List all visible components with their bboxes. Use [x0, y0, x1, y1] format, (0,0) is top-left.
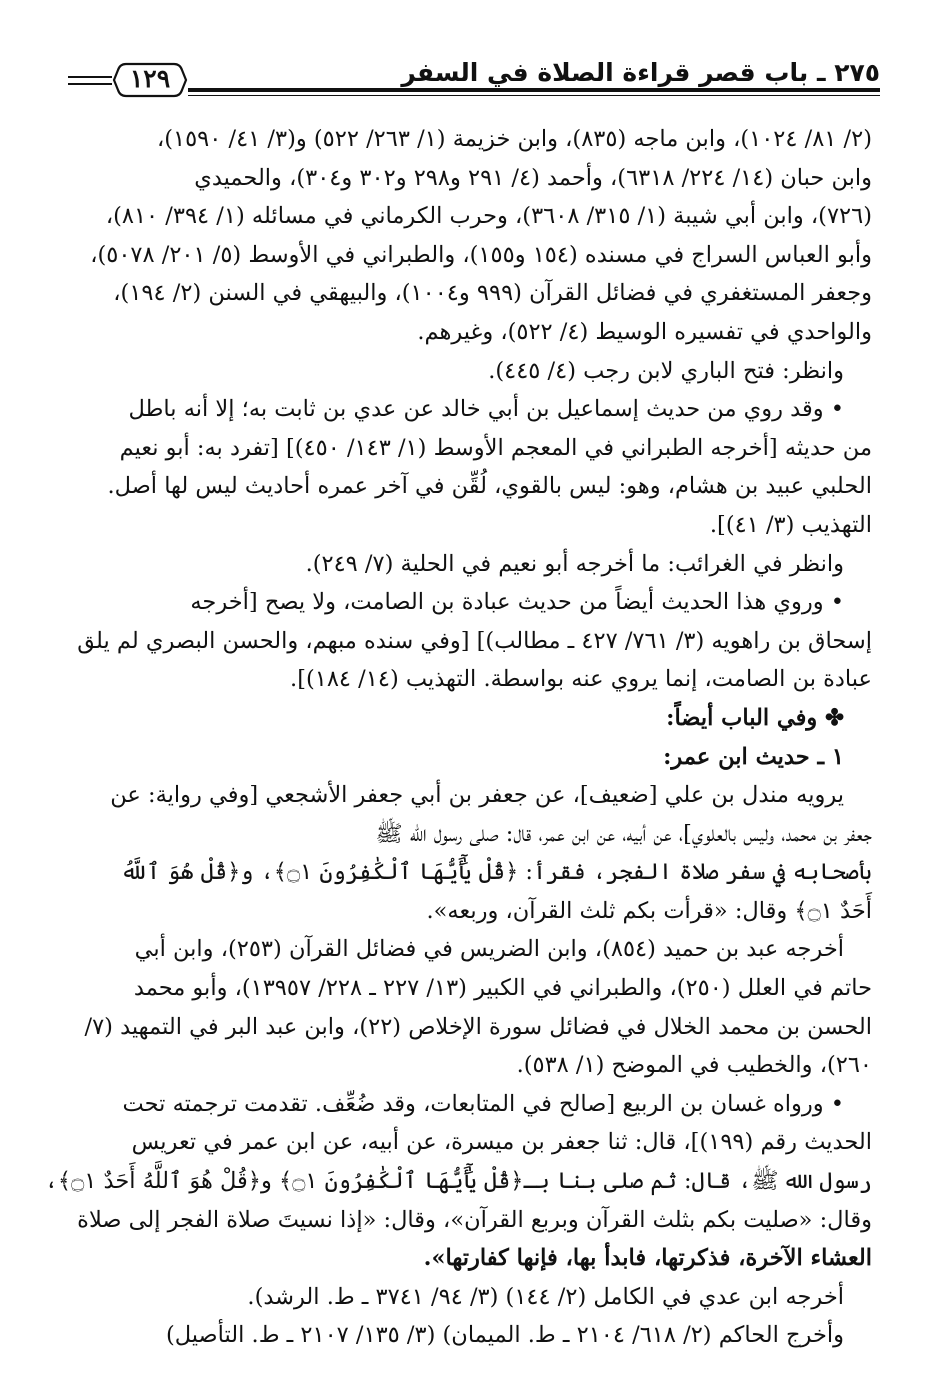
text-line: (٢/ ٨١/ ١٠٢٤)، وابن ماجه (٨٣٥)، وابن خزيمة (١/ ٢٦٣/ ٥٢٢) و(٣/ ٤١/ ١٥٩٠)،: [156, 126, 872, 152]
text-line: وجعفر المستغفري في فضائل القرآن (٩٩٩ و١٠٠٤)، والبيهقي في السنن (٢/ ١٩٤)،: [113, 280, 872, 307]
header-rule-thin: [188, 95, 880, 96]
page-header: [68, 50, 880, 110]
text-line: الحديث رقم (١٩٩)]، قال: ثنا جعفر بن ميسرة، عن أبيه، عن ابن عمر في تعريس: [131, 1129, 872, 1156]
header-rule-left: [68, 76, 112, 78]
text-line: التهذيب (٣/ ٤١)].: [709, 511, 872, 538]
text-line: حاتم في العلل (٢٥٠)، والطبراني في الكبير (١٣/ ٢٢٧ ـ ٢٢٨/ ١٣٩٥٧)، وأبو محمد: [133, 975, 872, 1002]
text-line: وانظر في الغرائب: ما أخرجه أبو نعيم في الحلية (٧/ ٢٤٩).: [305, 550, 844, 577]
text-line: رسول الله ﷺ، قال: ثم صلى بنا بـ﴿قُلْ يَٰٓأَيُّهَا ٱلْكَٰفِرُونَ ۝١﴾ و﴿قُلْ هُوَ ٱللَّهُ أَحَدٌ ۝١﴾،: [44, 1168, 872, 1195]
text-line: • ورواه غسان بن الربيع [صالح في المتابعات، وقد ضُعِّف. تقدمت ترجمته تحت: [122, 1090, 844, 1117]
header-rule: [188, 88, 880, 92]
text-line: بأصحابه في سفر صلاة الفجر، فقرأ: ﴿قُلْ يَٰٓأَيُّهَا ٱلْكَٰفِرُونَ ۝١﴾، و﴿قُلْ هُوَ ٱللَّهُ: [120, 859, 872, 886]
text-line: أخرجه عبد بن حميد (٨٥٤)، وابن الضريس في فضائل القرآن (٢٥٣)، وابن أبي: [134, 936, 844, 963]
text-line: يرويه مندل بن علي [ضعيف]، عن جعفر بن أبي جعفر الأشجعي [وفي رواية: عن: [110, 782, 844, 809]
page-number: ١٢٩: [129, 64, 171, 93]
text-line: والواحدي في تفسيره الوسيط (٤/ ٥٢٢)، وغيرهم.: [417, 318, 872, 345]
text-line: وابن حبان (١٤/ ٢٢٤/ ٦٣١٨)، وأحمد (٤/ ٢٩١ و٢٩٨ و٣٠٢ و٣٠٤)، والحميدي: [194, 164, 872, 191]
text-line: وأبو العباس السراج في مسنده (١٥٤ و١٥٥)، والطبراني في الأوسط (٥/ ٢٠١/ ٥٠٧٨)،: [90, 241, 872, 268]
body-text: [44, 120, 872, 1355]
section-heading: ✤ وفي الباب أيضاً:: [666, 704, 844, 731]
text-line: جعفر بن محمد، وليس بالعلوي]، عن أبيه، عن ابن عمر، قال: صلى رسول الله ﷺ: [375, 820, 872, 847]
text-line: أَحَدٌ ۝١﴾ وقال: «قرأت بكم ثلث القرآن، وربعه».: [426, 897, 872, 924]
text-line: (٧٢٦)، وابن أبي شيبة (١/ ٣١٥/ ٣٦٠٨)، وحرب الكرماني في مسائله (١/ ٣٩٤/ ٨١٠)،: [105, 203, 872, 230]
text-line: إسحاق بن راهويه (٣/ ٧٦١/ ٤٢٧ ـ مطالب)] [وفي سنده مبهم، والحسن البصري لم يلق: [77, 627, 872, 654]
text-line: وقال: «صليت بكم بثلث القرآن وبربع القرآن»، وقال: «إذا نسيتَ صلاة الفجر إلى صلاة: [77, 1206, 872, 1233]
page-number-badge: [112, 60, 188, 100]
text-line: من حديثه [أخرجه الطبراني في المعجم الأوسط (١/ ١٤٣/ ٤٥٠)] [تفرد به: أبو نعيم: [119, 434, 872, 461]
text-line: ٢٦٠)، والخطيب في الموضح (١/ ٥٣٨).: [516, 1052, 872, 1079]
text-line: الحلبي عبيد بن هشام، وهو: ليس بالقوي، لُقِّن في آخر عمره أحاديث ليس لها أصل.: [107, 473, 872, 500]
text-line: عبادة بن الصامت، إنما يروي عنه بواسطة. التهذيب (١٤/ ١٨٤)].: [290, 666, 872, 693]
text-line: • وقد روي من حديث إسماعيل بن أبي خالد عن عدي بن ثابت به؛ إلا أنه باطل: [128, 396, 844, 423]
text-line: وأخرج الحاكم (٢/ ٦١٨/ ٢١٠٤ ـ ط. الميمان) (٣/ ١٣٥/ ٢١٠٧ ـ ط. التأصيل): [165, 1322, 844, 1349]
text-line: العشاء الآخرة، فذكرتها، فابدأ بها، فإنها كفارتها».: [423, 1245, 872, 1272]
subsection-heading: ١ ـ حديث ابن عمر:: [663, 743, 844, 770]
text-line: أخرجه ابن عدي في الكامل (٢/ ١٤٤) (٣/ ٩٤/ ٣٧٤١ ـ ط. الرشد).: [247, 1283, 844, 1310]
chapter-title: ٢٧٥ ـ باب قصر قراءة الصلاة في السفر: [401, 58, 880, 87]
text-line: الحسن بن محمد الخلال في فضائل سورة الإخلاص (٢٢)، وابن عبد البر في التمهيد (٧/: [84, 1013, 872, 1040]
text-line: وانظر: فتح الباري لابن رجب (٤/ ٤٤٥).: [488, 357, 844, 384]
header-rule-left-lower: [68, 83, 112, 85]
text-line: • وروي هذا الحديث أيضاً من حديث عبادة بن الصامت، ولا يصح [أخرجه: [190, 589, 844, 616]
